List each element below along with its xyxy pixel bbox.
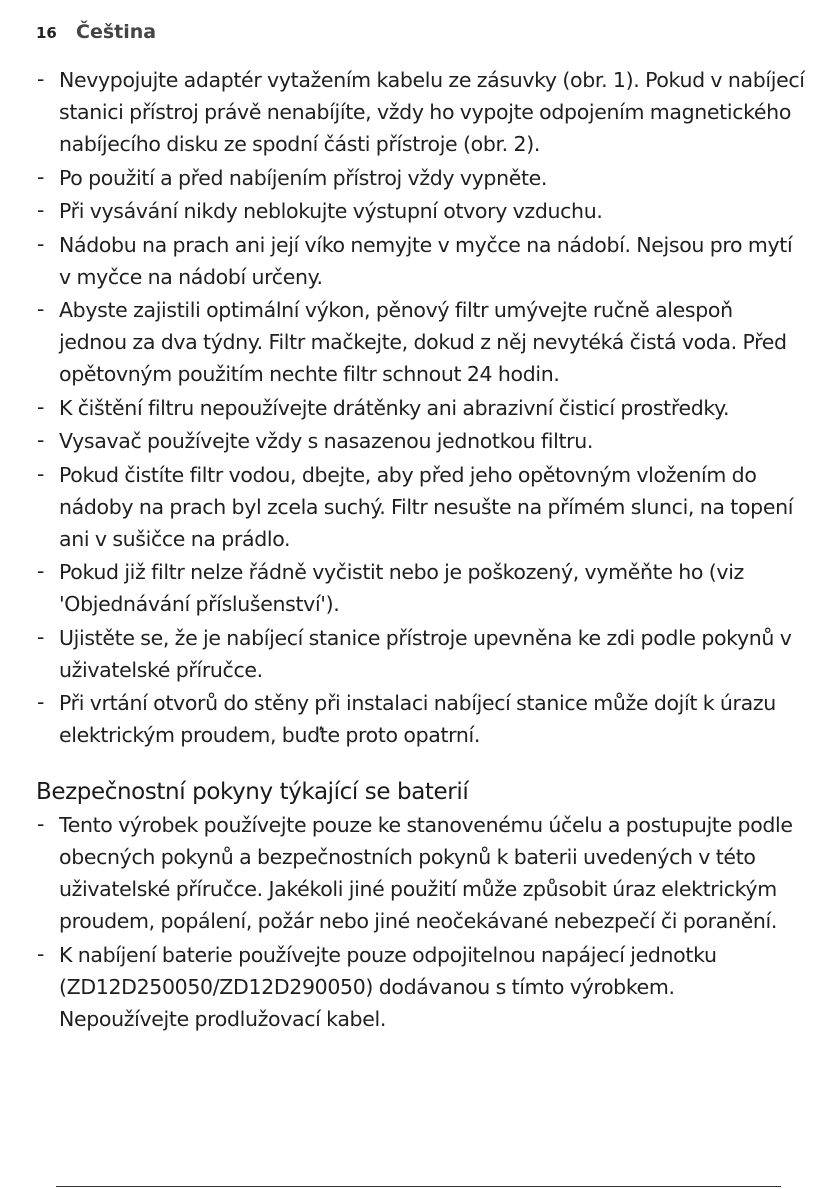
bullet-dash: - [37, 941, 45, 966]
bullet-dash: - [37, 428, 45, 452]
page-content [36, 64, 806, 1036]
safety-list [36, 64, 806, 751]
bullet-dash: - [37, 67, 45, 91]
footer-divider [56, 1186, 781, 1187]
list-item [36, 392, 806, 424]
list-item [36, 229, 806, 293]
list-item-text: Při vrtání otvorů do stěny při instalaci nabíjecí stanice může dojít k úrazu elektrickým proudem, buďte proto opatrní. [59, 691, 776, 747]
bullet-dash: - [37, 164, 45, 189]
list-item [36, 459, 806, 555]
list-item-text: K čištění filtru nepoužívejte drátěnky ani abrazivní čisticí prostředky. [59, 395, 730, 420]
list-item-text: Vysavač používejte vždy s nasazenou jednotkou filtru. [59, 429, 594, 453]
list-item [36, 622, 806, 686]
battery-safety-heading: Bezpečnostní pokyny týkající se baterií [36, 779, 469, 805]
list-item [36, 687, 806, 751]
list-item [36, 939, 806, 1035]
list-item-text: Nevypojujte adaptér vytažením kabelu ze zásuvky (obr. 1). Pokud v nabíjecí stanici přístroj právě nenabíjíte, vždy ho vypojte odpojením magnetického nabíjecího disku ze spodní části přístroje (obr. 2). [59, 68, 805, 156]
list-item-text: Pokud již filtr nelze řádně vyčistit nebo je poškozený, vyměňte ho (viz 'Objednávání příslušenství'). [59, 560, 744, 616]
list-item [36, 162, 806, 194]
page-header [36, 21, 156, 43]
bullet-dash: - [37, 198, 45, 222]
bullet-dash: - [37, 624, 45, 649]
section-title: Čeština [76, 21, 157, 43]
list-item [36, 294, 806, 390]
list-item-text: Po použití a před nabíjením přístroj vždy vypněte. [59, 165, 548, 190]
list-item-text: Při vysávání nikdy neblokujte výstupní otvory vzduchu. [59, 199, 603, 223]
list-item-text: Ujistěte se, že je nabíjecí stanice přístroje upevněna ke zdi podle pokynů v uživatelské příručce. [59, 625, 792, 682]
bullet-dash: - [37, 461, 45, 486]
bullet-dash: - [37, 690, 45, 714]
battery-safety-list [36, 809, 806, 1035]
list-item-text: Nádobu na prach ani její víko nemyjte v myčce na nádobí. Nejsou pro mytí v myčce na nádobí určeny. [59, 232, 793, 289]
list-item [36, 556, 806, 620]
list-item [36, 425, 806, 457]
list-item-text: K nabíjení baterie používejte pouze odpojitelnou napájecí jednotku (ZD12D250050/ZD12D290050) dodávanou s tímto výrobkem. Nepoužívejte prodlužovací kabel. [59, 942, 717, 1031]
bullet-dash: - [37, 231, 45, 256]
bullet-dash: - [37, 394, 45, 419]
list-item-text: Pokud čistíte filtr vodou, dbejte, aby před jeho opětovným vložením do nádoby na prach byl zcela suchý. Filtr nesušte na přímém slunci, na topení ani v sušičce na prádlo. [59, 462, 794, 551]
list-item-text: Tento výrobek používejte pouze ke stanovenému účelu a postupujte podle obecných pokynů a bezpečnostních pokynů k baterii uvedených v této uživatelské příručce. Jakékoli jiné použití může způsobit úraz elektrickým proudem, popálení, požár nebo jiné neočekávané nebezpečí či poranění. [59, 813, 793, 933]
page-number: 16 [36, 24, 57, 42]
bullet-dash: - [37, 559, 45, 583]
list-item [36, 195, 806, 227]
bullet-dash: - [37, 812, 45, 836]
bullet-dash: - [37, 297, 45, 321]
list-item [36, 64, 806, 160]
list-item-text: Abyste zajistili optimální výkon, pěnový filtr umývejte ručně alespoň jednou za dva týdny. Filtr mačkejte, dokud z něj nevytéká čistá voda. Před opětovným použitím nechte filtr schnout 24 hodin. [59, 298, 787, 386]
list-item [36, 809, 806, 937]
